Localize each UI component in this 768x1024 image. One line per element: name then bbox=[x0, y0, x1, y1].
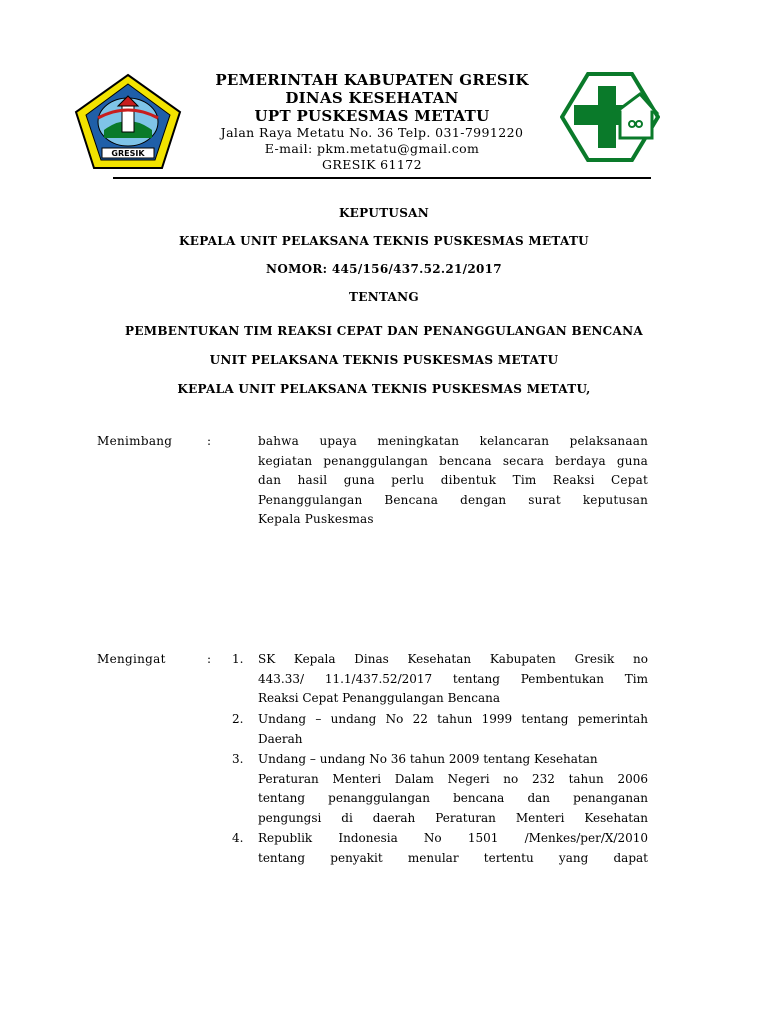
item-number: 2. bbox=[232, 712, 244, 726]
item-line: SK Kepala Dinas Kesehatan Kabupaten Gresik no bbox=[258, 652, 648, 666]
item-line: Republik Indonesia No 1501 /Menkes/per/X/2010 bbox=[258, 831, 648, 845]
item-line: Undang – undang No 22 tahun 1999 tentang pemerintah bbox=[258, 712, 648, 726]
title-subject-2: UNIT PELAKSANA TEKNIS PUSKESMAS METATU bbox=[209, 353, 559, 367]
menimbang-line: bahwa upaya meningkatan kelancaran pelaksanaan bbox=[258, 434, 648, 448]
letterhead-institution: UPT PUSKESMAS METATU bbox=[254, 107, 490, 125]
item-line: Undang – undang No 36 tahun 2009 tentang Kesehatan bbox=[258, 752, 598, 766]
item-line: Peraturan Menteri Dalam Negeri no 232 tahun 2006 bbox=[258, 771, 648, 786]
menimbang-line: dan hasil guna perlu dibentuk Tim Reaksi Cepat bbox=[258, 473, 648, 487]
mengingat-colon: : bbox=[207, 652, 212, 666]
item-number: 4. bbox=[232, 831, 244, 845]
title-tentang: TENTANG bbox=[349, 290, 419, 304]
menimbang-line: Kepala Puskesmas bbox=[258, 512, 374, 526]
mengingat-label: Mengingat bbox=[97, 652, 166, 666]
item-line: tentang penanggulangan bencana dan penanganan bbox=[258, 791, 648, 805]
letterhead bbox=[190, 71, 554, 173]
puskesmas-logo bbox=[560, 72, 660, 162]
letterhead-divider bbox=[113, 177, 651, 179]
title-subject-3: KEPALA UNIT PELAKSANA TEKNIS PUSKESMAS METATU, bbox=[177, 382, 591, 396]
item-number: 3. bbox=[232, 752, 244, 766]
menimbang-label: Menimbang bbox=[97, 434, 173, 448]
menimbang-line: kegiatan penanggulangan bencana secara berdaya guna bbox=[258, 453, 648, 468]
item-number: 1. bbox=[232, 652, 244, 666]
title-keputusan: KEPUTUSAN bbox=[338, 206, 430, 220]
item-line: Daerah bbox=[258, 731, 303, 746]
item-line: pengungsi di daerah Peraturan Menteri Kesehatan bbox=[258, 810, 648, 825]
menimbang-colon: : bbox=[207, 434, 212, 448]
item-line: Reaksi Cepat Penanggulangan Bencana bbox=[258, 691, 500, 705]
item-line: tentang penyakit menular tertentu yang dapat bbox=[258, 850, 648, 865]
letterhead-address: Jalan Raya Metatu No. 36 Telp. 031-7991220 bbox=[220, 125, 524, 140]
item-line: 443.33/ 11.1/437.52/2017 tentang Pembentukan Tim bbox=[258, 671, 648, 686]
title-nomor: NOMOR: 445/156/437.52.21/2017 bbox=[266, 262, 502, 276]
title-subject-1: PEMBENTUKAN TIM REAKSI CEPAT DAN PENANGGULANGAN BENCANA bbox=[125, 324, 643, 338]
letterhead-email: E-mail: pkm.metatu@gmail.com bbox=[264, 141, 480, 156]
logo-text: GRESIK bbox=[111, 149, 145, 158]
letterhead-department: DINAS KESEHATAN bbox=[285, 89, 459, 107]
title-kepala: KEPALA UNIT PELAKSANA TEKNIS PUSKESMAS METATU bbox=[179, 234, 589, 248]
gresik-emblem-logo bbox=[72, 72, 184, 172]
menimbang-text bbox=[258, 432, 648, 530]
menimbang-line: Penanggulangan Bencana dengan surat keputusan bbox=[258, 492, 648, 507]
letterhead-city: GRESIK 61172 bbox=[322, 157, 422, 172]
letterhead-government: PEMERINTAH KABUPATEN GRESIK bbox=[215, 71, 529, 89]
